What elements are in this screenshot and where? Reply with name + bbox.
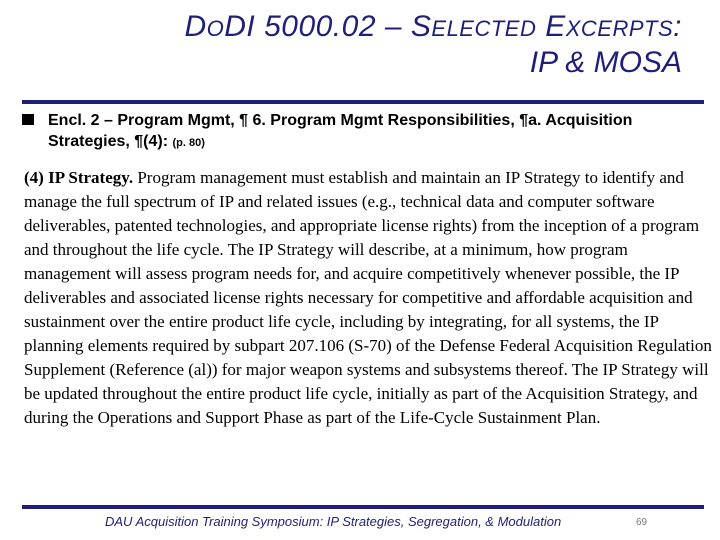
title-word1-cap: S [410, 10, 432, 43]
title-colon: : [673, 10, 682, 43]
slide-title-line2: IP & MOSA [529, 46, 682, 79]
bullet-page-ref: (p. 80) [172, 137, 205, 149]
slide-title-line1 [184, 10, 682, 44]
title-divider [22, 100, 704, 104]
title-letter-o: O [206, 16, 225, 41]
bullet-reference: Encl. 2 – Program Mgmt, ¶ 6. Program Mgmt Responsibilities, ¶a. Acquisition Strategies, ¶(4): [48, 112, 633, 150]
page-number: 69 [636, 517, 648, 528]
title-word1-rest: ELECTED [431, 16, 537, 41]
excerpt-paragraph [24, 166, 714, 430]
paragraph-lead: (4) IP Strategy. [24, 168, 134, 187]
square-bullet-icon [22, 114, 34, 125]
title-letter-d: D [184, 10, 207, 43]
bullet-text [48, 110, 712, 154]
title-word2-rest: XCERPTS [565, 16, 674, 41]
title-doc-number: DI 5000.02 – [224, 10, 411, 43]
bullet-item [22, 110, 712, 154]
footer-text: DAU Acquisition Training Symposium: IP Strategies, Segregation, & Modulation [105, 514, 562, 529]
footer-divider [22, 505, 704, 509]
paragraph-body: Program management must establish and maintain an IP Strategy to identify and manage the full spectrum of IP and related issues (e.g., technical data and computer software deliverables, patented technologies, and appropriate license rights) from the inception of a program and throughout the life cycle. The IP Strategy will describe, at a minimum, how program management will assess program needs for, and acquire competitively whenever possible, the IP deliverables and associated license rights necessary for competitive and affordable acquisition and sustainment over the entire product life cycle, including by integrating, for all systems, the IP planning elements required by subpart 207.106 (S-70) of the Defense Federal Acquisition Regulation Supplement (Reference (al)) for major weapon systems and subsystems thereof. The IP Strategy will be updated throughout the entire product life cycle, initially as part of the Acquisition Strategy, and during the Operations and Support Phase as part of the Life-Cycle Sustainment Plan. [24, 168, 712, 427]
title-word2-cap: E [545, 10, 566, 43]
